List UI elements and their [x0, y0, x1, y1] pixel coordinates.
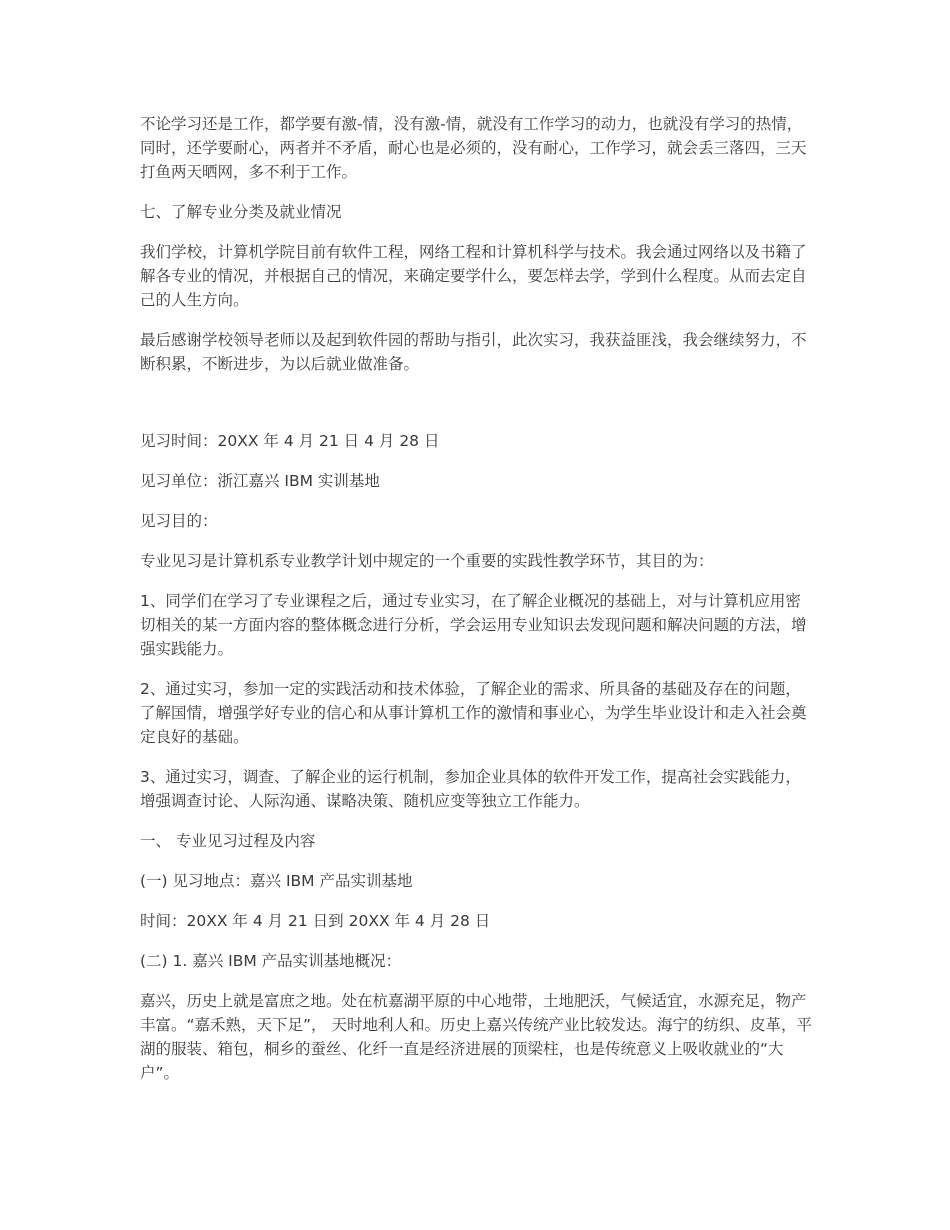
subsection-heading-overview: (二) 1. 嘉兴 IBM 产品实训基地概况：: [140, 952, 402, 970]
internship-period: 时间：20XX 年 4 月 21 日到 20XX 年 4 月 28 日: [140, 912, 491, 930]
internship-purpose-label: 见习目的：: [140, 512, 218, 530]
internship-unit: 见习单位：浙江嘉兴 IBM 实训基地: [140, 472, 380, 490]
paragraph-majors: 我们学校，计算机学院目前有软件工程，网络工程和计算机科学与技术。我会通过网络以及书籍了解各专业的情况，并根据自己的情况，来确定要学什么，要怎样去学，学到什么程度。从而去定自己的人生方向。: [140, 243, 807, 309]
purpose-item-1: 1、同学们在学习了专业课程之后，通过专业实习，在了解企业概况的基础上，对与计算机应用密切相关的某一方面内容的整体概念进行分析，学会运用专业知识去发现问题和解决问题的方法，增强实践能力。: [140, 592, 807, 658]
purpose-item-3: 3、通过实习，调查、了解企业的运行机制，参加企业具体的软件开发工作，提高社会实践能力，增强调查讨论、人际沟通、谋略决策、随机应变等独立工作能力。: [140, 768, 801, 810]
internship-time: 见习时间：20XX 年 4 月 21 日 4 月 28 日: [140, 432, 440, 450]
paragraph-thanks: 最后感谢学校领导老师以及起到软件园的帮助与指引，此次实习，我获益匪浅，我会继续努力，不断积累，不断进步，为以后就业做准备。: [140, 331, 807, 373]
section-gap: [140, 392, 812, 429]
paragraph-purpose-intro: 专业见习是计算机系专业教学计划中规定的一个重要的实践性教学环节，其目的为：: [140, 552, 714, 570]
section-heading-process: 一、 专业见习过程及内容: [140, 832, 316, 850]
purpose-item-2: 2、通过实习，参加一定的实践活动和技术体验，了解企业的需求、所具备的基础及存在的问题，了解国情，增强学好专业的信心和从事计算机工作的激情和事业心，为学生毕业设计和走入社会奠定良好的基础。: [140, 680, 807, 746]
paragraph-passion-patience: 不论学习还是工作，都学要有激-情，没有激-情，就没有工作学习的动力，也就没有学习的热情，同时，还学要耐心，两者并不矛盾，耐心也是必须的，没有耐心，工作学习，就会丢三落四，三天打鱼两天晒网，多不利于工作。: [140, 115, 807, 181]
section-heading-majors: 七、了解专业分类及就业情况: [140, 203, 342, 221]
document-page: [140, 112, 812, 1101]
paragraph-jiaxing-overview: 嘉兴，历史上就是富庶之地。处在杭嘉湖平原的中心地带，土地肥沃，气候适宜，水源充足，物产丰富。“嘉禾熟，天下足”， 天时地利人和。历史上嘉兴传统产业比较发达。海宁的纺织、皮革，平湖的服装、箱包，桐乡的蚕丝、化纤一直是经济进展的顶梁柱，也是传统意义上吸收就业的“大户”。: [140, 992, 812, 1082]
internship-location: (一) 见习地点：嘉兴 IBM 产品实训基地: [140, 872, 413, 890]
